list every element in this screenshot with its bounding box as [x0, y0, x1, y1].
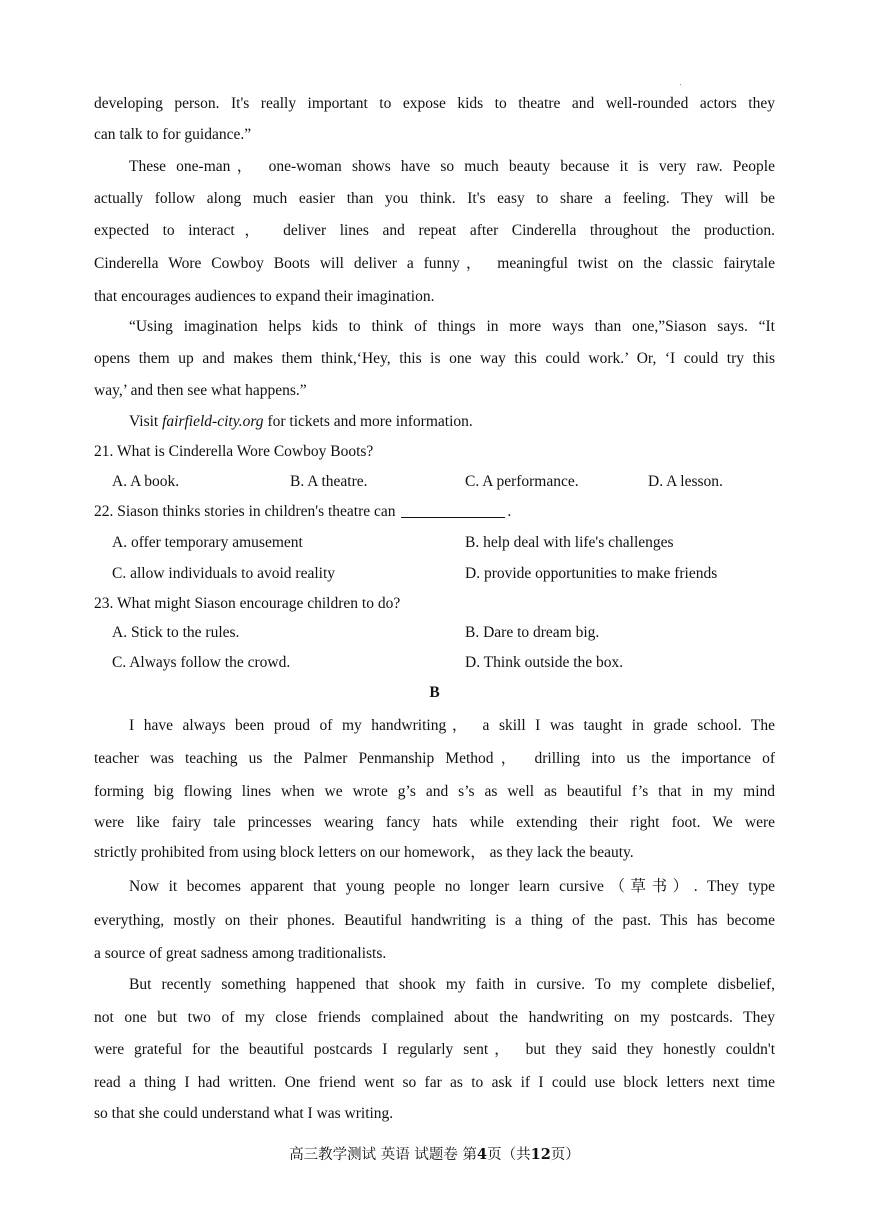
passage-b-line-12: read a thing I had written. One friend went so far as to ask if I could use block letters next time [94, 1074, 775, 1091]
q23-option-d[interactable]: D. Think outside the box. [465, 654, 624, 671]
page-footer [0, 1145, 869, 1165]
passage-b-line-7: everything, mostly on their phones. Beautiful handwriting is a thing of the past. This has become [94, 912, 775, 929]
passage-a-line-7: that encourages audiences to expand their imagination. [94, 288, 435, 305]
scan-speck [680, 84, 681, 85]
q21-option-a[interactable]: A. A book. [112, 473, 180, 490]
q21-option-c[interactable]: C. A performance. [465, 473, 579, 490]
footer-mid: 页（共 [487, 1147, 531, 1163]
q22-stem-end: . [507, 503, 512, 520]
q23-option-b[interactable]: B. Dare to dream big. [465, 624, 600, 641]
passage-a-line-3: These one-man， one-woman shows have so much beauty because it is very raw. People [129, 158, 775, 175]
q22-option-d[interactable]: D. provide opportunities to make friends [465, 565, 718, 582]
passage-b-line-11: were grateful for the beautiful postcards I regularly sent， but they said they honestly couldn't [94, 1041, 775, 1058]
q22-option-a[interactable]: A. offer temporary amusement [112, 534, 303, 551]
passage-a-line-5: expected to interact， deliver lines and repeat after Cinderella throughout the production. [94, 222, 775, 239]
passage-a-line-8: “Using imagination helps kids to think of things in more ways than one,”Siason says. “It [129, 318, 775, 335]
passage-b-line-3: forming big flowing lines when we wrote g’s and s’s as well as beautiful f’s that in my mind [94, 783, 775, 800]
passage-b-line-2: teacher was teaching us the Palmer Penmanship Method， drilling into us the importance of [94, 750, 775, 767]
passage-b-line-9: But recently something happened that shook my faith in cursive. To my complete disbelief, [129, 976, 775, 993]
passage-a-line-4: actually follow along much easier than you think. It's easy to share a feeling. They will be [94, 190, 775, 207]
question-23-stem: 23. What might Siason encourage children to do? [94, 595, 401, 612]
passage-b-line-1: I have always been proud of my handwriting， a skill I was taught in grade school. The [129, 717, 775, 734]
question-21-stem: 21. What is Cinderella Wore Cowboy Boots? [94, 443, 374, 460]
passage-b-line-13: so that she could understand what I was writing. [94, 1105, 394, 1122]
passage-b-line-5: strictly prohibited from using block letters on our homework， as they lack the beauty. [94, 844, 634, 861]
passage-b-line-10: not one but two of my close friends complained about the handwriting on my postcards. They [94, 1009, 775, 1026]
passage-a-line-2: can talk to for guidance.” [94, 126, 252, 143]
passage-a-line-10: way,’ and then see what happens.” [94, 382, 307, 399]
answer-blank [401, 503, 505, 518]
passage-a-line-6: Cinderella Wore Cowboy Boots will deliver a funny， meaningful twist on the classic fairytale [94, 255, 775, 272]
footer-page-number: 4 [477, 1146, 488, 1163]
q22-stem-text: 22. Siason thinks stories in children's theatre can [94, 503, 400, 520]
footer-total-pages: 12 [530, 1146, 551, 1163]
q21-option-d[interactable]: D. A lesson. [648, 473, 723, 490]
passage-b-line-6: Now it becomes apparent that young people no longer learn cursive（草书）. They type [129, 878, 775, 895]
visit-line [129, 412, 775, 432]
website-link[interactable]: fairfield-city.org [162, 413, 264, 430]
q22-option-b[interactable]: B. help deal with life's challenges [465, 534, 674, 551]
q21-option-b[interactable]: B. A theatre. [290, 473, 368, 490]
passage-b-line-8: a source of great sadness among traditionalists. [94, 945, 387, 962]
q22-option-c[interactable]: C. allow individuals to avoid reality [112, 565, 335, 582]
question-22-stem [94, 502, 775, 522]
section-b-heading: B [429, 684, 440, 701]
visit-prefix: Visit [129, 413, 163, 430]
footer-title: 高三教学测试 英语 试题卷 第 [289, 1147, 478, 1163]
passage-a-line-9: opens them up and makes them think,‘Hey, this is one way this could work.’ Or, ‘I could try this [94, 350, 775, 367]
q23-option-c[interactable]: C. Always follow the crowd. [112, 654, 291, 671]
passage-a-line-1: developing person. It's really important to expose kids to theatre and well-rounded actors they [94, 95, 775, 112]
q23-option-a[interactable]: A. Stick to the rules. [112, 624, 240, 641]
visit-suffix: for tickets and more information. [263, 413, 473, 430]
footer-end: 页） [550, 1147, 580, 1163]
passage-b-line-4: were like fairy tale princesses wearing fancy hats while extending their right foot. We were [94, 814, 775, 831]
